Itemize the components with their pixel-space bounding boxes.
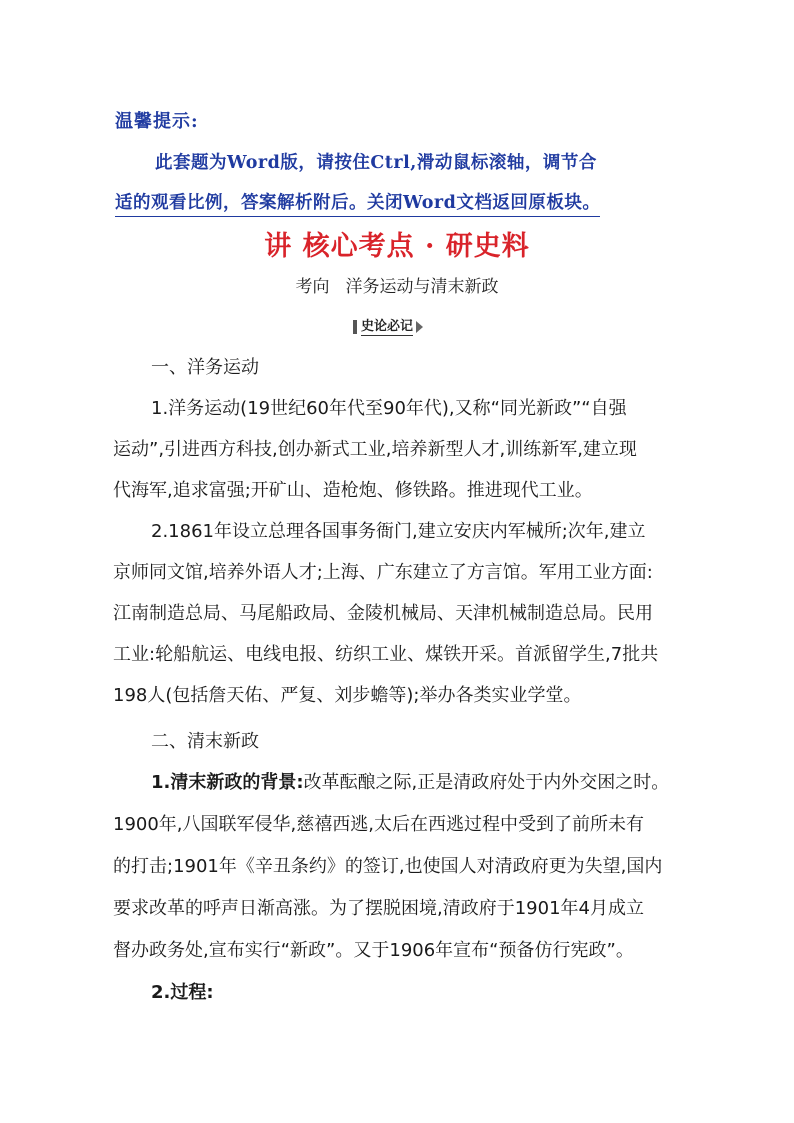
section-badge xyxy=(353,317,423,337)
paragraph-4-label: 2.过程: xyxy=(151,982,214,1003)
paragraph-3-line-1 xyxy=(151,771,669,795)
paragraph-3-line-4: 要求改革的呼声日渐高涨。为了摆脱困境,清政府于1901年4月成立 xyxy=(113,898,644,919)
tip-heading: 温馨提示: xyxy=(115,111,199,132)
tip-line-1: 此套题为Word版，请按住Ctrl,滑动鼠标滚轴，调节合 xyxy=(155,153,597,173)
paragraph-2-line-1: 2.1861年设立总理各国事务衙门,建立安庆内军械所;次年,建立 xyxy=(151,521,646,542)
paragraph-1-line-3: 代海军,追求富强;开矿山、造枪炮、修铁路。推进现代工业。 xyxy=(113,480,593,501)
paragraph-2-line-3: 江南制造总局、马尾船政局、金陵机械局、天津机械制造总局。民用 xyxy=(113,603,653,624)
badge-arrow-icon xyxy=(416,321,423,333)
paragraph-3-line-3: 的打击;1901年《辛丑条约》的签订,也使国人对清政府更为失望,国内 xyxy=(113,856,663,877)
paragraph-3-text: 改革酝酿之际,正是清政府处于内外交困之时。 xyxy=(303,772,670,793)
heading-1: 一、洋务运动 xyxy=(151,357,259,378)
paragraph-3-line-2: 1900年,八国联军侵华,慈禧西逃,太后在西逃过程中受到了前所未有 xyxy=(113,814,644,835)
tip-line-2: 适的观看比例，答案解析附后。关闭Word文档返回原板块。 xyxy=(115,189,600,217)
section-title: 讲 核心考点 · 研史料 xyxy=(264,231,530,262)
paragraph-1-line-2: 运动”,引进西方科技,创办新式工业,培养新型人才,训练新军,建立现 xyxy=(113,439,637,460)
sub-title xyxy=(0,272,794,297)
paragraph-1-line-1: 1.洋务运动(19世纪60年代至90年代),又称“同光新政”“自强 xyxy=(151,398,627,419)
paragraph-3-label: 1.清末新政的背景: xyxy=(151,772,304,793)
badge-bar-icon xyxy=(353,320,357,334)
paragraph-2-line-2: 京师同文馆,培养外语人才;上海、广东建立了方言馆。军用工业方面: xyxy=(113,562,653,583)
paragraph-2-line-5: 198人(包括詹天佑、严复、刘步蟾等);举办各类实业学堂。 xyxy=(113,685,582,706)
sub-title-label: 考向 xyxy=(295,277,330,297)
sub-title-topic: 洋务运动与清末新政 xyxy=(345,277,499,297)
paragraph-2-line-4: 工业:轮船航运、电线电报、纺织工业、煤铁开采。首派留学生,7批共 xyxy=(113,644,659,665)
badge-label: 史论必记 xyxy=(361,318,414,334)
paragraph-3-line-5: 督办政务处,宣布实行“新政”。又于1906年宣布“预备仿行宪政”。 xyxy=(113,940,634,961)
heading-2: 二、清末新政 xyxy=(151,731,259,752)
